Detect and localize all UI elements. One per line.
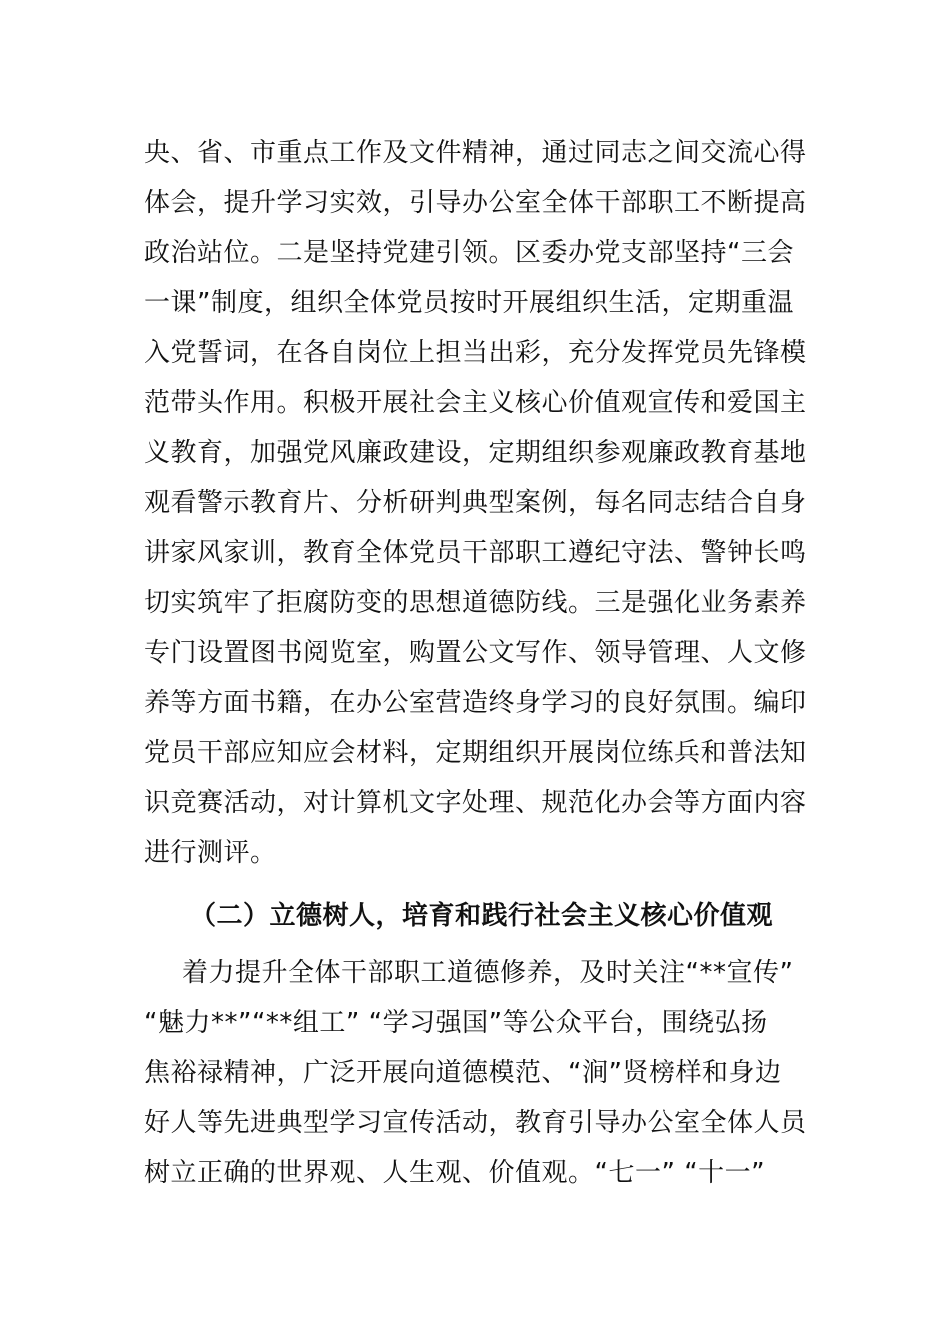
section-heading: （二）立德树人，培育和践行社会主义核心价值观: [190, 901, 774, 931]
text-line: 进行测评。: [144, 838, 277, 868]
text-line: 央、省、市重点工作及文件精神，通过同志之间交流心得: [144, 138, 807, 168]
paragraph-1: [144, 128, 808, 878]
text-line: 讲家风家训，教育全体党员干部职工遵纪守法、警钟长鸣: [144, 538, 807, 568]
text-line: 政治站位。二是坚持党建引领。区委办党支部坚持“三会: [144, 238, 794, 268]
text-line: 养等方面书籍，在办公室营造终身学习的良好氛围。编印: [144, 688, 807, 718]
document-body: [144, 128, 808, 1198]
text-line: 专门设置图书阅览室，购置公文写作、领导管理、人文修: [144, 638, 807, 668]
paragraph-2: [144, 948, 808, 1198]
text-line: 一课”制度，组织全体党员按时开展组织生活，定期重温: [144, 288, 794, 318]
text-line: 着力提升全体干部职工道德修养，及时关注“**宣传”: [182, 958, 794, 988]
text-line: 好人等先进典型学习宣传活动，教育引导办公室全体人员: [144, 1108, 807, 1138]
text-line: 树立正确的世界观、人生观、价值观。“七一” “十一”: [144, 1158, 766, 1188]
text-line: 义教育，加强党风廉政建设，定期组织参观廉政教育基地: [144, 438, 807, 468]
text-line: 入党誓词，在各自岗位上担当出彩，充分发挥党员先锋模: [144, 338, 807, 368]
text-line: “魅力**”“**组工” “学习强国”等公众平台，围绕弘扬: [144, 1008, 768, 1038]
text-line: 切实筑牢了拒腐防变的思想道德防线。三是强化业务素养: [144, 588, 807, 618]
text-line: 识竞赛活动，对计算机文字处理、规范化办会等方面内容: [144, 788, 807, 818]
text-line: 观看警示教育片、分析研判典型案例，每名同志结合自身: [144, 488, 807, 518]
text-line: 焦裕禄精神，广泛开展向道德模范、“涧”贤榜样和身边: [144, 1058, 782, 1088]
text-line: 党员干部应知应会材料，定期组织开展岗位练兵和普法知: [144, 738, 807, 768]
text-line: 体会，提升学习实效，引导办公室全体干部职工不断提高: [144, 188, 807, 218]
text-line: 范带头作用。积极开展社会主义核心价值观宣传和爱国主: [144, 388, 807, 418]
